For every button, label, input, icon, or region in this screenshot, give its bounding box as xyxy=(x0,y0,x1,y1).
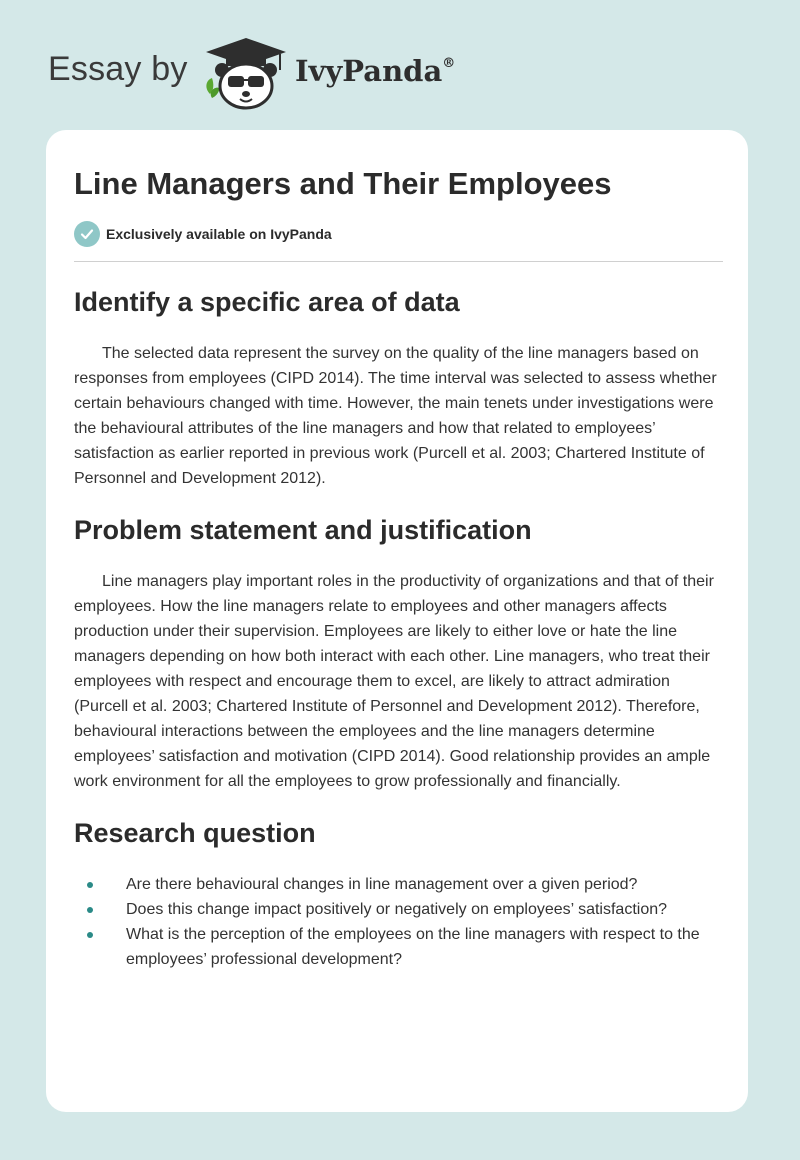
section-heading-research-question: Research question xyxy=(74,818,316,848)
exclusive-badge xyxy=(74,221,332,247)
site-header xyxy=(0,0,800,130)
list-item xyxy=(74,897,724,922)
list-item-text: Are there behavioural changes in line management over a given period? xyxy=(126,876,638,893)
section-paragraph-problem-statement: Line managers play important roles in the productivity of organizations and that of their employees. How the line managers relate to employees and other managers affects production under their supervision. Employees are likely to either love or hate the line managers depending on how both interact with each other. Line managers, who treat their employees with respect and encourage them to excel, are likely to attract admiration (Purcell et al. 2003; Chartered Institute of Personnel and Development 2012). Therefore, behavioural interactions between the employees and the line managers determine employees’ satisfaction and motivation (CIPD 2014). Good relationship provides an ample work environment for all the employees to grow professionally and financially. xyxy=(74,573,714,790)
bullet-dot-icon xyxy=(87,932,93,938)
brand-name[interactable] xyxy=(295,54,455,88)
brand-name-text: IvyPanda xyxy=(295,54,443,88)
list-item-text: Does this change impact positively or negatively on employees’ satisfaction? xyxy=(126,901,668,918)
exclusive-badge-label: Exclusively available on IvyPanda xyxy=(106,226,332,242)
essay-content xyxy=(74,285,724,972)
list-item xyxy=(74,922,724,972)
essay-title: Line Managers and Their Employees xyxy=(74,166,612,201)
registered-mark: ® xyxy=(442,56,456,71)
research-question-list xyxy=(74,872,724,972)
section-paragraph-data-area: The selected data represent the survey on the quality of the line managers based on responses from employees (CIPD 2014). The time interval was selected to assess whether certain behaviours changed with time. However, the main tenets under investigations were the behavioural attributes of the line managers and how that related to employees’ satisfaction as earlier reported in previous work (Purcell et al. 2003; Chartered Institute of Personnel and Development 2012). xyxy=(74,345,717,487)
section-heading-problem-statement: Problem statement and justification xyxy=(74,515,532,545)
bullet-dot-icon xyxy=(87,882,93,888)
brand-prefix: Essay by xyxy=(48,50,188,88)
list-item-text: What is the perception of the employees on the line managers with respect to the employees’ professional development? xyxy=(126,926,700,968)
section-heading-data-area: Identify a specific area of data xyxy=(74,287,460,317)
panda-graduate-icon[interactable] xyxy=(200,36,292,110)
check-circle-icon xyxy=(74,221,100,247)
divider xyxy=(74,261,723,262)
essay-card xyxy=(46,130,748,1112)
list-item xyxy=(74,872,724,897)
bullet-dot-icon xyxy=(87,907,93,913)
